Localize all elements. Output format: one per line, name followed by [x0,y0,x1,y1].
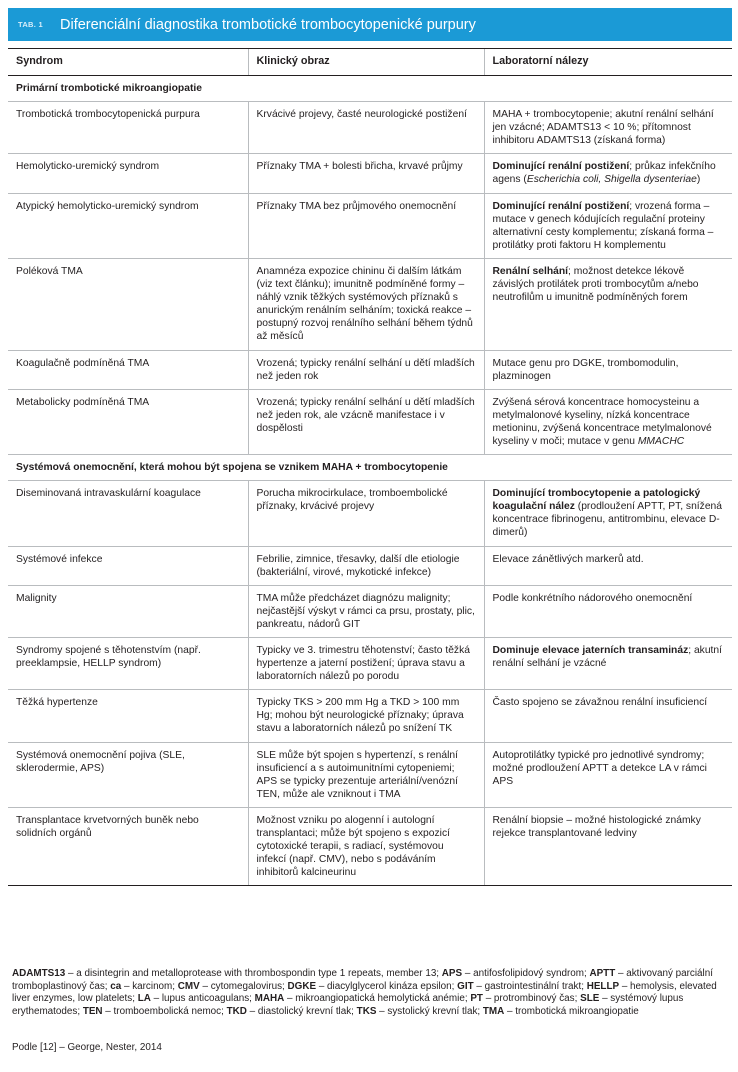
lab-findings-cell [484,102,732,154]
column-header-syndrome: Syndrom [8,49,248,76]
lab-findings-cell [484,690,732,742]
clinical-picture-cell: Krvácivé projevy, časté neurologické postižení [248,102,484,154]
text-run: ; vrozená forma – mutace v genech kódujících regulační proteiny alternativní cesty komplementu; získaná forma – protilátky proti faktoru H komplementu [492,200,714,251]
syndrome-cell: Metabolicky podmíněná TMA [8,389,248,454]
table-title: Diferenciální diagnostika trombotické trombocytopenické purpury [60,16,476,33]
lab-findings-cell [484,585,732,637]
bold-text: APS [441,968,463,979]
text-run: – diastolický krevní tlak; [246,1005,357,1017]
bold-text: APTT [589,968,616,979]
text-run: ) [696,174,701,186]
bold-text: DGKE [287,980,317,992]
bold-text: PT [470,993,483,1005]
text-run: – diacylglycerol kináza epsilon; [316,980,458,992]
table-row [8,102,732,154]
table-tag: TAB. 1 [18,20,43,29]
text-run: ; akutní renální selhání je vzácné [492,645,722,670]
text-run: – tromboembolická nemoc; [102,1005,227,1017]
text-run: Elevace zánětlivých markerů atd. [492,553,644,565]
bold-text: HELLP [586,980,620,992]
section-title: Systémová onemocnění, která mohou být spojena se vznikem MAHA + trombocytopenie [8,455,732,481]
text-run: – mikroangiopatická hemolytická anémie; [284,993,471,1005]
syndrome-cell: Koagulačně podmíněná TMA [8,350,248,389]
table-title-bar [8,8,732,41]
syndrome-cell: Transplantace krvetvorných buněk nebo solidních orgánů [8,807,248,885]
text-run: Renální biopsie – možné histologické známky rejekce transplantované ledviny [492,814,701,840]
column-header-lab: Laboratorní nálezy [484,49,732,76]
bold-text: TKD [226,1005,247,1017]
text-run: Autoprotilátky typické pro jednotlivé syndromy; možné prodloužení APTT a detekce LA v rámci APS [492,749,707,787]
bold-text: TMA [482,1005,505,1017]
table-row [8,193,732,258]
source-note: Podle [12] – George, Nester, 2014 [12,1042,162,1053]
clinical-picture-cell: Porucha mikrocirkulace, tromboembolické příznaky, krvácivé projevy [248,481,484,546]
clinical-picture-cell: Příznaky TMA + bolesti břicha, krvavé průjmy [248,154,484,193]
lab-findings-cell [484,193,732,258]
clinical-picture-cell: Anamnéza expozice chininu či dalším látkám (viz text článku); imunitně podmíněné formy – náhlý vznik těžkých systémových příznaků s anurickým renálním selháním; toxická reakce – postupný rozvoj renálního selhání během týdnů až měsíců [248,258,484,350]
section-header-row [8,76,732,102]
bold-text: CMV [177,980,200,992]
bold-text: ca [110,980,122,992]
differential-diagnosis-table [8,48,732,886]
syndrome-cell: Syndromy spojené s těhotenstvím (např. preeklampsie, HELLP syndrom) [8,638,248,690]
lab-findings-cell [484,258,732,350]
bold-text: Dominující renální postižení [492,161,630,173]
table-row [8,585,732,637]
table-row [8,481,732,546]
lab-findings-cell [484,742,732,807]
text-run: – karcinom; [121,980,178,992]
table-row [8,154,732,193]
bold-text: MAHA [254,993,285,1005]
table-row [8,690,732,742]
text-run: Mutace genu pro DGKE, trombomodulin, plazminogen [492,357,679,382]
clinical-picture-cell: SLE může být spojen s hypertenzí, s renální insuficiencí a s autoimunitními cytopeniemi; APS se typicky prezentuje arteriální/venózní TEN, může ale vzniknout i TMA [248,742,484,807]
column-header-clinical: Klinický obraz [248,49,484,76]
clinical-picture-cell: Vrozená; typicky renální selhání u dětí mladších než jeden rok, ale vzácně manifestace i v dospělosti [248,389,484,454]
abbreviations-footnote [12,968,728,1018]
lab-findings-cell [484,389,732,454]
syndrome-cell: Atypický hemolyticko-uremický syndrom [8,193,248,258]
bold-text: TKS [356,1005,377,1017]
text-run: ; možnost detekce lékově závislých protilátek proti trombocytům a/nebo neutrofilům u imunitně podmíněných forem [492,265,699,304]
table-row [8,638,732,690]
bold-text: GIT [457,980,474,992]
text-run: – lupus anticoagulans; [150,993,255,1005]
syndrome-cell: Těžká hypertenze [8,690,248,742]
clinical-picture-cell: Vrozená; typicky renální selhání u dětí mladších než jeden rok [248,350,484,389]
lab-findings-cell [484,807,732,885]
text-run: Podle konkrétního nádorového onemocnění [492,592,693,604]
section-header-row [8,455,732,481]
clinical-picture-cell: Příznaky TMA bez průjmového onemocnění [248,193,484,258]
syndrome-cell: Malignity [8,585,248,637]
text-run: – a disintegrin and metalloprotease with thrombospondin type 1 repeats, member 13; [65,968,442,979]
syndrome-cell: Hemolyticko-uremický syndrom [8,154,248,193]
bold-text: Dominuje elevace jaterních transamináz [492,645,689,656]
table-row [8,546,732,585]
table-row [8,742,732,807]
italic-text: Escherichia coli, Shigella dysenteriae [526,174,697,186]
bold-text: TEN [82,1005,103,1017]
text-run: Často spojeno se závažnou renální insuficiencí [492,697,708,709]
text-run: MAHA + trombocytopenie; akutní renální selhání jen vzácné; ADAMTS13 < 10 %; přítomnost inhibitoru ADAMTS13 (získaná forma) [492,109,714,147]
clinical-picture-cell: Typicky TKS > 200 mm Hg a TKD > 100 mm Hg; mohou být neurologické příznaky; úprava stavu a laboratorních nálezů po snížení TK [248,690,484,742]
syndrome-cell: Diseminovaná intravaskulární koagulace [8,481,248,546]
table-row [8,350,732,389]
bold-text: SLE [580,993,600,1005]
text-run: ; průkaz infekčního agens ( [492,161,716,186]
table-row [8,807,732,885]
table-row [8,389,732,454]
text-run: – hemolysis, elevated liver enzymes, low platelets; [12,980,717,1005]
table-header-row [8,49,732,76]
clinical-picture-cell: Typicky ve 3. trimestru těhotenství; často těžká hypertenze a jaterní postižení; úprava stavu a laboratorních nálezů po porodu [248,638,484,690]
syndrome-cell: Trombotická trombocytopenická purpura [8,102,248,154]
section-title: Primární trombotické mikroangiopatie [8,76,732,102]
italic-text: MMACHC [637,435,685,447]
lab-findings-cell [484,638,732,690]
text-run: (prodloužení APTT, PT, snížená koncentrace fibrinogenu, antitrombinu, elevace D-dimerů) [492,501,722,539]
text-run: – aktivovaný parciální tromboplastinový čas; [12,968,713,992]
bold-text: Dominující renální postižení [492,200,630,212]
text-run: – systémový lupus erythematodes; [12,993,684,1017]
bold-text: Renální selhání [492,265,569,277]
lab-findings-cell [484,546,732,585]
clinical-picture-cell: TMA může předcházet diagnózu malignity; nejčastější výskyt v rámci ca prsu, prostaty, plic, pankreatu, nádorů GIT [248,585,484,637]
text-run: – antifosfolipidový syndrom; [462,968,590,979]
lab-findings-cell [484,154,732,193]
text-run: – protrombinový čas; [482,993,581,1005]
text-run: – trombotická mikroangiopatie [504,1005,639,1017]
clinical-picture-cell: Možnost vzniku po alogenní i autologní transplantaci; může být spojeno s expozicí cytotoxické terapii, s radiací, systémovou infekcí (např. CMV), nebo s podáváním inhibitorů kalcineurinu [248,807,484,885]
text-run: – gastrointestinální trakt; [473,980,587,992]
syndrome-cell: Poléková TMA [8,258,248,350]
syndrome-cell: Systémové infekce [8,546,248,585]
bold-text: ADAMTS13 [12,968,66,979]
clinical-picture-cell: Febrilie, zimnice, třesavky, další dle etiologie (bakteriální, virové, mykotické infekce) [248,546,484,585]
text-run: Zvýšená sérová koncentrace homocysteinu a metylmalonové kyseliny, nízká koncentrace metioninu, zvýšená koncentrace metylmalonové kyseliny v moči; mutace v genu [492,396,712,447]
lab-findings-cell [484,481,732,546]
syndrome-cell: Systémová onemocnění pojiva (SLE, sklerodermie, APS) [8,742,248,807]
text-run: – systolický krevní tlak; [376,1005,483,1017]
bold-text: Dominující trombocytopenie a patologický koagulační nález [492,488,701,513]
lab-findings-cell [484,350,732,389]
text-run: – cytomegalovirus; [199,980,288,992]
table-row [8,258,732,350]
bold-text: LA [137,993,151,1005]
table-body [8,76,732,886]
